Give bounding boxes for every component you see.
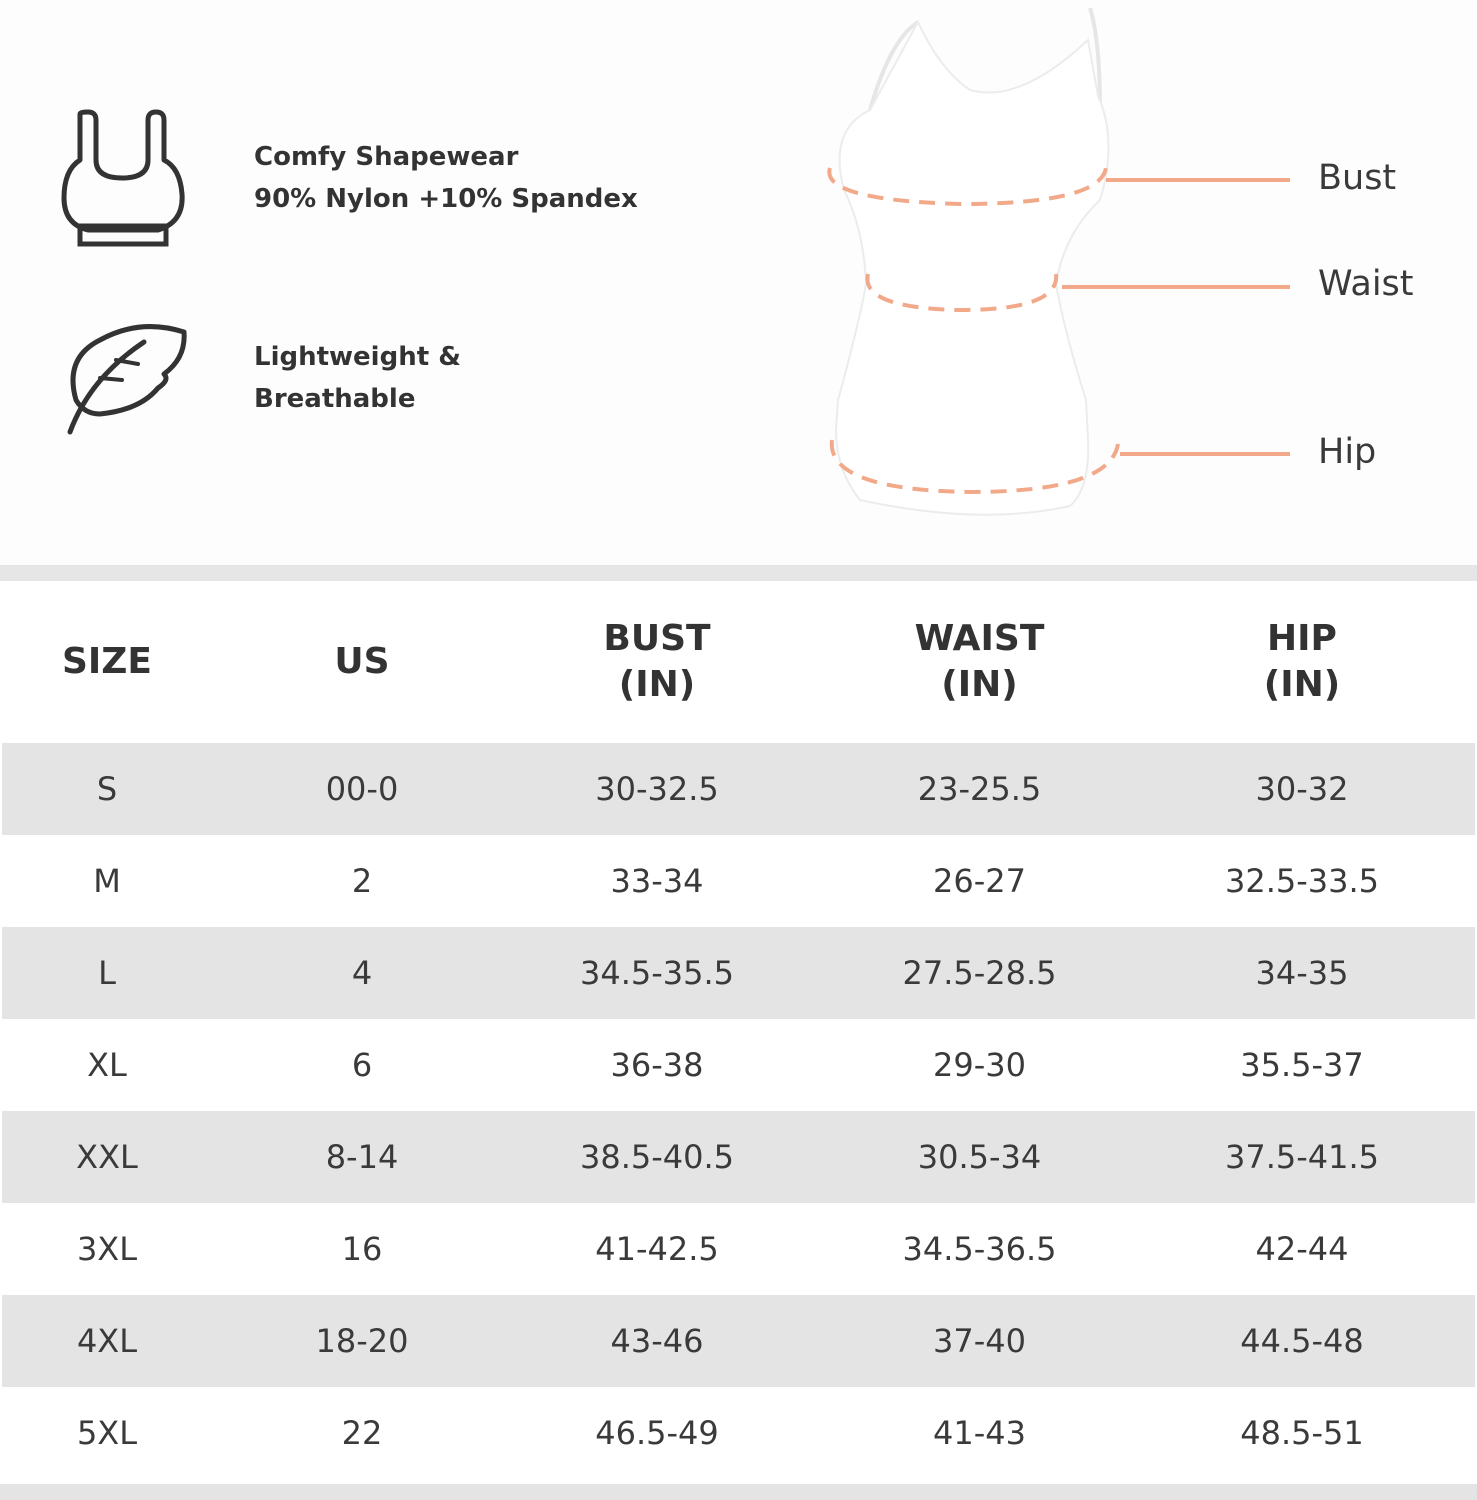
cell-bust: 30-32.5	[595, 770, 719, 808]
section-divider	[0, 565, 1477, 581]
feature-material-title: Comfy Shapewear	[254, 142, 519, 172]
header-us: US	[334, 641, 390, 682]
cell-us: 4	[351, 954, 373, 992]
table-row	[2, 743, 1475, 835]
feather-icon	[60, 318, 190, 441]
cell-us: 2	[351, 862, 373, 900]
feature-breathable-text	[254, 336, 461, 420]
size-chart-table	[2, 581, 1475, 1479]
cell-waist: 27.5-28.5	[902, 954, 1057, 992]
cell-us: 16	[341, 1230, 383, 1268]
cell-bust: 43-46	[610, 1322, 704, 1360]
cell-size: L	[98, 954, 116, 992]
cell-us: 18-20	[315, 1322, 409, 1360]
cell-size: 5XL	[76, 1414, 138, 1452]
feature-breathable-line1: Lightweight &	[254, 342, 461, 372]
table-row	[2, 1019, 1475, 1111]
cell-hip: 48.5-51	[1240, 1414, 1364, 1452]
cell-bust: 46.5-49	[595, 1414, 719, 1452]
table-row	[2, 927, 1475, 1019]
cell-waist: 37-40	[933, 1322, 1026, 1360]
cell-hip: 37.5-41.5	[1224, 1138, 1380, 1176]
cell-hip: 32.5-33.5	[1224, 862, 1380, 900]
sports-bra-icon	[60, 108, 190, 255]
header-bust: BUST (IN)	[603, 618, 711, 705]
cell-waist: 23-25.5	[917, 770, 1042, 808]
cell-hip: 44.5-48	[1240, 1322, 1364, 1360]
cell-bust: 34.5-35.5	[579, 954, 735, 992]
cell-us: 22	[341, 1414, 383, 1452]
header-waist: WAIST (IN)	[914, 618, 1045, 705]
table-header-row	[2, 581, 1475, 743]
cell-waist: 34.5-36.5	[902, 1230, 1057, 1268]
table-row	[2, 1387, 1475, 1479]
table-row	[2, 1295, 1475, 1387]
cell-size: 3XL	[76, 1230, 138, 1268]
cell-waist: 30.5-34	[917, 1138, 1042, 1176]
bust-label: Bust	[1318, 158, 1397, 198]
feature-material-text	[254, 136, 638, 220]
cell-waist: 29-30	[933, 1046, 1026, 1084]
cell-waist: 26-27	[933, 862, 1026, 900]
camisole-illustration	[800, 0, 1300, 545]
waist-label: Waist	[1318, 264, 1414, 304]
cell-hip: 35.5-37	[1240, 1046, 1364, 1084]
header-hip: HIP (IN)	[1263, 618, 1341, 705]
cell-size: S	[96, 770, 118, 808]
cell-size: XL	[87, 1046, 127, 1084]
table-row	[2, 835, 1475, 927]
cell-hip: 34-35	[1255, 954, 1349, 992]
bottom-band	[0, 1484, 1477, 1500]
cell-size: XXL	[76, 1138, 138, 1176]
table-row	[2, 1111, 1475, 1203]
hip-label: Hip	[1318, 432, 1377, 472]
cell-waist: 41-43	[933, 1414, 1026, 1452]
cell-us: 00-0	[325, 770, 399, 808]
table-row	[2, 1203, 1475, 1295]
cell-size: M	[93, 862, 121, 900]
cell-us: 6	[351, 1046, 373, 1084]
cell-hip: 30-32	[1255, 770, 1349, 808]
cell-bust: 36-38	[610, 1046, 704, 1084]
feature-breathable-line2: Breathable	[254, 384, 416, 414]
header-size: SIZE	[61, 641, 153, 682]
cell-us: 8-14	[325, 1138, 399, 1176]
cell-hip: 42-44	[1255, 1230, 1349, 1268]
cell-bust: 41-42.5	[595, 1230, 719, 1268]
cell-bust: 38.5-40.5	[579, 1138, 735, 1176]
cell-size: 4XL	[76, 1322, 138, 1360]
feature-material-composition: 90% Nylon +10% Spandex	[254, 184, 638, 214]
cell-bust: 33-34	[610, 862, 704, 900]
